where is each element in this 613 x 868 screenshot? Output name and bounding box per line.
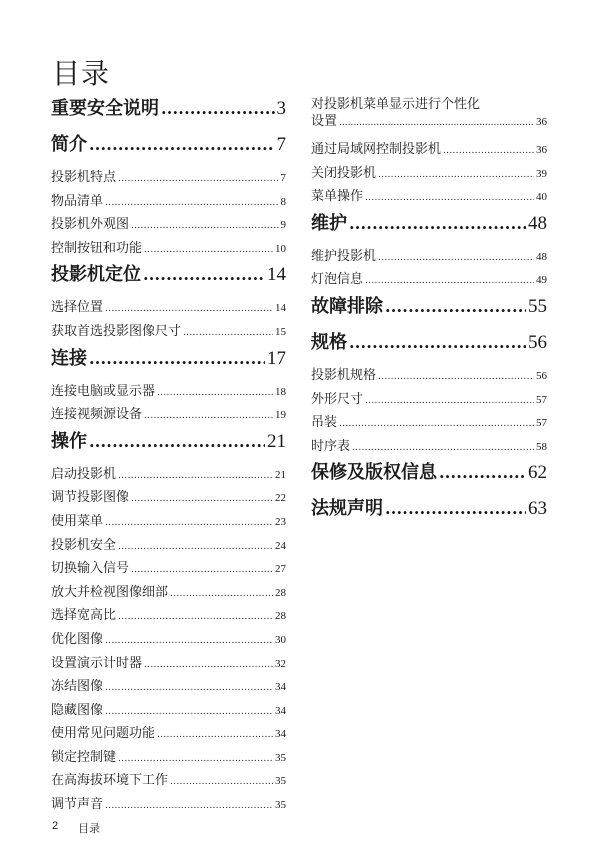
dot-leader [105,299,273,319]
toc-entry-page: 48 [536,250,547,263]
toc-chapter-entry[interactable] [51,262,286,298]
toc-entry-label: 投影机定位 [51,264,141,286]
dot-leader [144,406,273,426]
toc-section-entry[interactable] [311,270,547,294]
dot-leader [143,262,265,288]
toc-section-entry[interactable] [51,239,286,263]
toc-entry-page: 18 [275,385,286,398]
toc-entry-page: 35 [275,799,286,812]
toc-entry-label: 连接电脑或显示器 [51,383,156,399]
toc-entry-label: 灯泡信息 [311,272,364,288]
toc-chapter-entry[interactable] [311,211,547,247]
toc-entry-page: 30 [275,633,286,646]
toc-entry-page: 56 [528,331,547,353]
toc-entry-label: 放大并检视图像细部 [51,584,169,600]
toc-section-entry[interactable] [51,536,286,560]
toc-section-entry[interactable] [51,583,286,607]
toc-entry-label: 调节声音 [51,797,104,813]
toc-entry-page: 55 [528,295,547,317]
toc-section-entry[interactable] [51,512,286,536]
toc-entry-label: 选择位置 [51,300,104,316]
dot-leader [385,294,526,320]
toc-entry-page: 17 [267,347,286,369]
toc-entry-label: 调节投影图像 [51,490,130,506]
toc-section-entry[interactable] [311,164,547,188]
toc-entry-page: 28 [275,610,286,623]
toc-entry-page: 57 [536,393,547,406]
dot-leader [170,584,273,604]
dot-leader [118,749,273,769]
toc-entry-label: 优化图像 [51,631,104,647]
toc-section-entry[interactable] [311,247,547,271]
toc-entry-page: 14 [267,264,286,286]
toc-right-column [311,96,547,532]
dot-leader [157,383,273,403]
dot-leader [349,211,526,237]
toc-entry-page: 62 [528,462,547,484]
toc-entry-page: 63 [528,498,547,520]
toc-entry-label: 冻结图像 [51,679,104,695]
toc-chapter-entry[interactable] [51,346,286,382]
toc-entry-label: 连接视频源设备 [51,407,143,423]
toc-section-entry[interactable] [311,140,547,164]
toc-entry-multiline[interactable] [311,96,547,140]
toc-entry-label: 使用常见问题功能 [51,726,156,742]
toc-entry-page: 22 [275,492,286,505]
toc-left-column [51,96,286,819]
toc-section-entry[interactable] [51,795,286,819]
dot-leader [118,169,278,189]
toc-chapter-entry[interactable] [51,96,286,132]
toc-chapter-entry[interactable] [311,460,547,496]
toc-entry-page: 36 [536,144,547,156]
dot-leader [378,248,534,268]
toc-chapter-entry[interactable] [51,132,286,168]
toc-entry-label: 维护投影机 [311,248,377,264]
dot-leader [131,489,273,509]
toc-section-entry[interactable] [51,488,286,512]
toc-entry-label: 法规声明 [311,498,383,520]
toc-entry-page: 34 [275,681,286,694]
toc-entry-label: 投影机特点 [51,170,117,185]
toc-entry-label: 物品清单 [51,193,104,209]
dot-leader [105,796,273,816]
page-title: 目录 [52,57,111,90]
toc-entry-label: 重要安全说明 [51,98,159,119]
toc-entry-label: 规格 [311,331,347,353]
toc-chapter-entry[interactable] [311,330,547,366]
toc-section-entry[interactable] [51,654,286,678]
toc-section-entry[interactable] [51,168,286,192]
toc-section-entry[interactable] [51,677,286,701]
dot-leader [439,460,526,486]
toc-entry-page: 21 [275,468,286,481]
toc-entry-page: 35 [275,751,286,764]
toc-entry-page: 34 [275,704,286,717]
dot-leader [144,240,273,260]
toc-section-entry[interactable] [51,192,286,216]
toc-section-entry[interactable] [51,701,286,725]
dot-leader [365,271,534,291]
dot-leader [365,188,534,208]
dot-leader [385,496,526,522]
toc-entry-label: 切换输入信号 [51,561,130,577]
toc-entry-page: 34 [275,728,286,741]
dot-leader [118,537,273,557]
toc-chapter-entry[interactable] [311,294,547,330]
toc-entry-page: 48 [528,212,547,234]
toc-entry-page: 40 [536,191,547,204]
toc-entry-page: 57 [536,417,547,430]
dot-leader [89,346,265,372]
toc-section-entry[interactable] [51,724,286,748]
toc-entry-label-line1: 对投影机菜单显示进行个性化 [311,97,481,112]
toc-entry-page: 19 [275,409,286,422]
toc-entry-label: 故障排除 [311,295,383,317]
toc-section-entry[interactable] [51,298,286,322]
toc-entry-label: 时序表 [311,438,351,454]
dot-leader [144,655,273,675]
toc-section-entry[interactable] [51,630,286,654]
toc-section-entry[interactable] [51,559,286,583]
toc-entry-page: 15 [275,325,286,338]
toc-section-entry[interactable] [311,390,547,414]
dot-leader [378,165,534,185]
toc-entry-page: 7 [280,172,286,184]
dot-leader [131,216,278,236]
toc-entry-page: 56 [536,369,547,382]
toc-entry-label: 连接 [51,347,87,369]
toc-entry-page: 21 [267,430,286,452]
dot-leader [105,678,273,698]
dot-leader [105,193,278,213]
toc-entry-label: 外形尺寸 [311,391,364,407]
toc-entry-page: 24 [275,539,286,552]
dot-leader [105,513,273,533]
toc-entry-page: 10 [275,242,286,255]
dot-leader [349,330,526,356]
toc-entry-label: 隐藏图像 [51,702,104,718]
toc-entry-page: 9 [280,219,286,232]
dot-leader [443,141,534,161]
toc-entry-page: 58 [536,440,547,453]
toc-entry-page: 27 [275,563,286,576]
toc-entry-page: 8 [280,195,286,208]
toc-entry-label: 选择宽高比 [51,608,117,624]
toc-chapter-entry[interactable] [311,496,547,532]
toc-entry-label: 关闭投影机 [311,165,377,181]
toc-entry-page: 49 [536,274,547,287]
toc-entry-page: 7 [276,134,286,155]
toc-section-entry[interactable] [51,382,286,406]
toc-entry-label: 通过局域网控制投影机 [311,142,442,157]
toc-entry-label: 启动投影机 [51,466,117,482]
toc-entry-page: 14 [275,302,286,315]
dot-leader [365,391,534,411]
toc-entry-label: 控制按钮和功能 [51,240,143,256]
toc-entry-page: 32 [275,657,286,670]
toc-section-entry[interactable] [311,187,547,211]
toc-entry-page: 39 [536,167,547,180]
dot-leader [352,438,534,458]
toc-entry-page: 3 [276,98,286,119]
toc-entry-label: 维护 [311,212,347,234]
dot-leader [157,725,273,745]
toc-entry-label: 吊装 [311,415,338,431]
toc-entry-label: 使用菜单 [51,513,104,529]
dot-leader [89,132,275,158]
toc-entry-label: 保修及版权信息 [311,462,437,484]
toc-entry-label: 在高海拔环境下工作 [51,773,169,789]
toc-section-entry[interactable] [51,322,286,346]
toc-entry-label: 锁定控制键 [51,749,117,765]
dot-leader [89,429,265,455]
toc-entry-page: 36 [536,116,547,128]
toc-section-entry[interactable] [51,405,286,429]
dot-leader [105,631,273,651]
page-footer [52,820,100,836]
toc-section-entry[interactable] [51,465,286,489]
toc-section-entry[interactable] [311,366,547,390]
footer-section-name: 目录 [78,823,101,835]
toc-entry-page: 35 [275,775,286,788]
dot-leader [339,115,534,132]
dot-leader [131,560,273,580]
toc-entry-label: 获取首选投影图像尺寸 [51,323,182,339]
toc-section-entry[interactable] [51,606,286,630]
dot-leader [118,607,273,627]
toc-entry-page: 28 [275,586,286,599]
toc-entry-page: 23 [275,515,286,528]
footer-page-number: 2 [52,820,59,832]
dot-leader [161,96,275,122]
toc-entry-label: 投影机外观图 [51,217,130,233]
toc-section-entry[interactable] [51,215,286,239]
dot-leader [170,772,273,792]
toc-entry-label: 设置 [311,114,338,129]
toc-section-entry[interactable] [51,748,286,772]
toc-entry-label: 操作 [51,430,87,452]
dot-leader [105,702,273,722]
toc-entry-label: 投影机安全 [51,537,117,553]
toc-entry-label: 简介 [51,134,87,155]
toc-section-entry[interactable] [311,437,547,461]
toc-section-entry[interactable] [51,771,286,795]
dot-leader [378,367,534,387]
dot-leader [183,323,273,343]
toc-chapter-entry[interactable] [51,429,286,465]
toc-entry-label: 设置演示计时器 [51,655,143,671]
toc-entry-label: 菜单操作 [311,189,364,205]
toc-entry-label: 投影机规格 [311,367,377,383]
dot-leader [339,414,534,434]
dot-leader [118,466,273,486]
toc-section-entry[interactable] [311,413,547,437]
